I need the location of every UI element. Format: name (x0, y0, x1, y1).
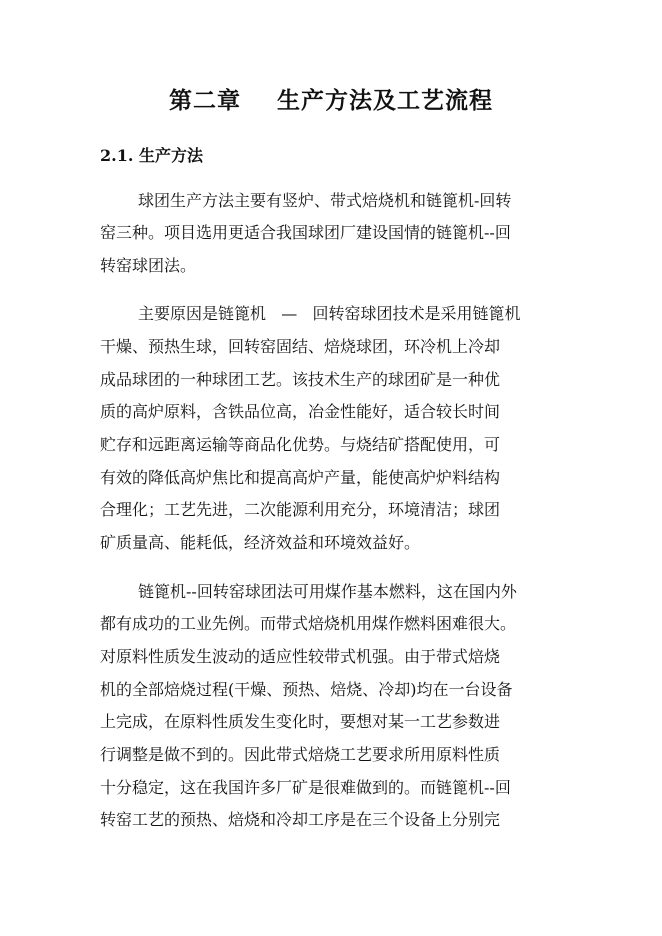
paragraph-1-line-2: 窑三种。项目选用更适合我国球团厂建设国情的链篦机--回 (100, 223, 511, 242)
paragraph-3-line-5: 上完成，在原料性质发生变化时，要想对某一工艺参数进 (100, 712, 501, 731)
paragraph-2-line-2: 干燥、预热生球，回转窑固结、焙烧球团，环冷机上冷却 (100, 337, 501, 356)
paragraph-3-line-7: 十分稳定，这在我国许多厂矿是很难做到的。而链篦机--回 (100, 778, 511, 797)
paragraph-2-line-3: 成品球团的一种球团工艺。该技术生产的球团矿是一种优 (100, 370, 501, 389)
paragraph-3-line-1: 链篦机--回转窑球团法可用煤作基本燃料，这在国内外 (138, 582, 517, 601)
paragraph-2-line-8: 矿质量高、能耗低，经济效益和环境效益好。 (100, 533, 421, 552)
paragraph-3-line-2: 都有成功的工业先例。而带式焙烧机用煤作燃料困难很大。 (100, 614, 517, 633)
paragraph-2-line-7: 合理化；工艺先进，二次能源利用充分，环境清洁；球团 (100, 500, 501, 519)
paragraph-2-line-5: 贮存和远距离运输等商品化优势。与烧结矿搭配使用，可 (100, 435, 501, 454)
paragraph-1-line-3: 转窑球团法。 (100, 256, 197, 275)
paragraph-2-line-6: 有效的降低高炉焦比和提高高炉产量，能使高炉炉料结构 (100, 468, 501, 487)
paragraph-3-line-4: 机的全部焙烧过程(干燥、预热、焙烧、冷却)均在一台设备 (100, 680, 513, 699)
paragraph-3-line-3: 对原料性质发生波动的适应性较带式机强。由于带式焙烧 (100, 647, 501, 666)
paragraph-3-line-6: 行调整是做不到的。因此带式焙烧工艺要求所用原料性质 (100, 745, 501, 764)
paragraph-2-line-4: 质的高炉原料，含铁品位高，冶金性能好，适合较长时间 (100, 402, 501, 421)
section-heading: 2.1. 生产方法 (100, 146, 203, 165)
paragraph-2-line-1: 主要原因是链篦机 — 回转窑球团技术是采用链篦机 (138, 304, 521, 323)
paragraph-1-line-1: 球团生产方法主要有竖炉、带式焙烧机和链篦机-回转 (138, 191, 512, 210)
paragraph-3-line-8: 转窑工艺的预热、焙烧和冷却工序是在三个设备上分别完 (100, 810, 501, 829)
chapter-title: 第二章 生产方法及工艺流程 (168, 87, 494, 114)
